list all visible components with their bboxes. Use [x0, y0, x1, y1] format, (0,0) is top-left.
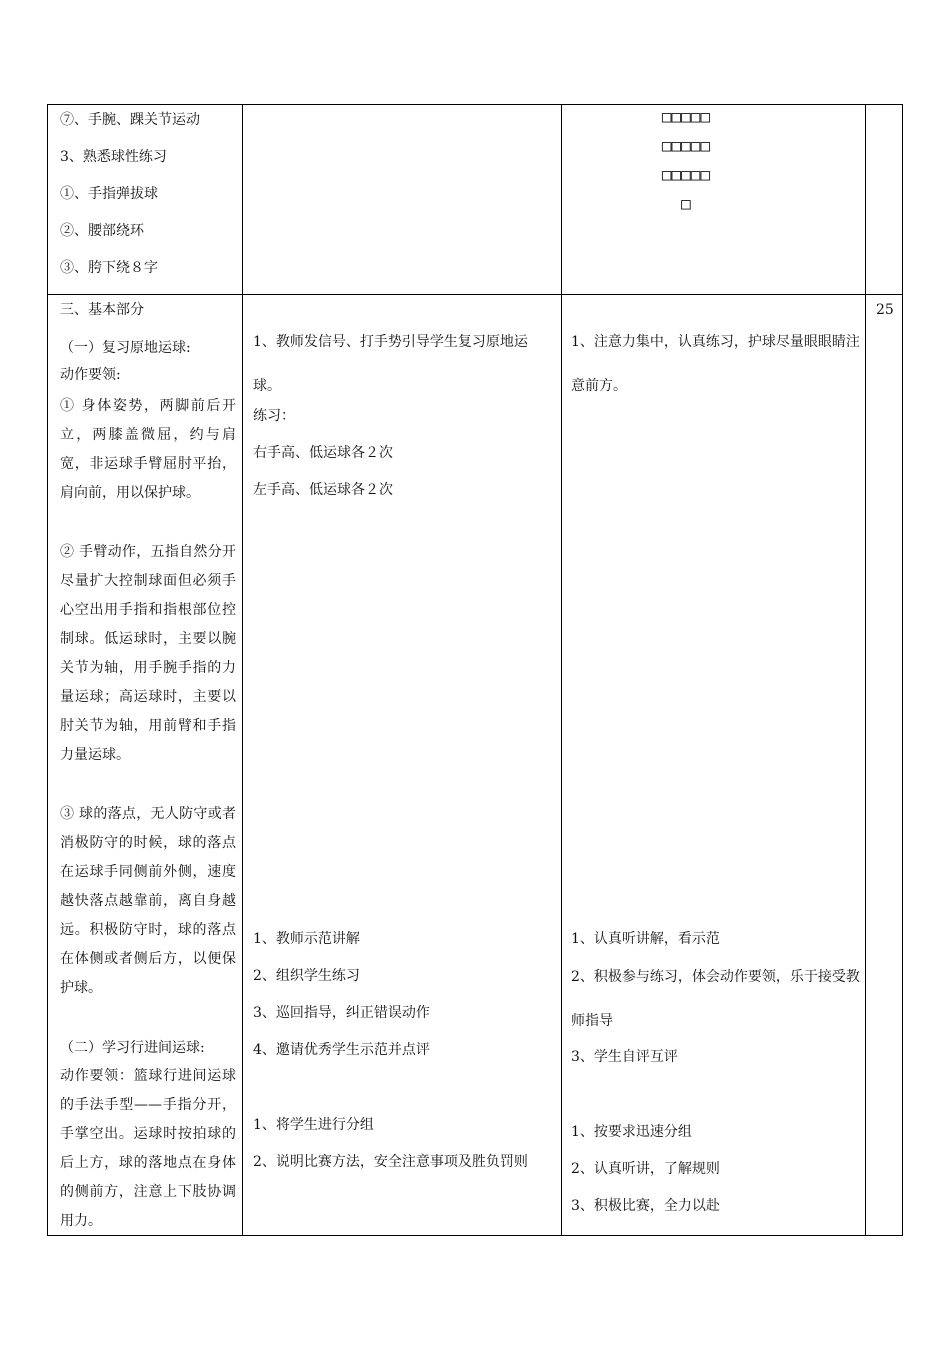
column-divider [242, 105, 243, 1235]
warmup-item: ③、胯下绕８字 [60, 260, 158, 276]
subsection-heading: （一）复习原地运球: [60, 340, 191, 356]
student-activity: 3、积极比赛，全力以赴 [571, 1198, 720, 1214]
student-activity: 2、认真听讲，了解规则 [571, 1161, 720, 1177]
key-point-arm: ② 手臂动作，五指自然分开尽量扩大控制球面但必须手心空出用手指和指根部位控制球。低运球时，主要以腕关节为轴，用手腕手指的力量运球；高运球时，主要以肘关节为轴，用前臂和手指力量运球。 [60, 544, 236, 763]
student-activity: 3、学生自评互评 [571, 1049, 678, 1065]
formation-row: □□□□□ [661, 165, 711, 184]
row-divider [48, 294, 902, 295]
student-activity: 1、注意力集中，认真练习，护球尽量眼眼睛注意前方。 [571, 334, 860, 394]
warmup-item: ②、腰部绕环 [60, 223, 144, 239]
teacher-activity: 1、教师示范讲解 [253, 931, 360, 947]
teacher-activity: 4、邀请优秀学生示范并点评 [253, 1042, 430, 1058]
time-minutes: 25 [876, 302, 894, 318]
teacher-activity: 3、巡回指导，纠正错误动作 [253, 1005, 430, 1021]
teacher-activity: 1、教师发信号、打手势引导学生复习原地运球。 [253, 334, 528, 394]
teacher-activity: 2、组织学生练习 [253, 968, 360, 984]
teacher-activity: 2、说明比赛方法，安全注意事项及胜负罚则 [253, 1154, 528, 1170]
student-activity: 1、按要求迅速分组 [571, 1124, 692, 1140]
section-heading: 三、基本部分 [60, 302, 144, 318]
teacher-activity: 1、将学生进行分组 [253, 1117, 374, 1133]
subsection-heading: （二）学习行进间运球: [60, 1040, 205, 1056]
student-activity: 1、认真听讲解，看示范 [571, 931, 720, 947]
warmup-item: ⑦、手腕、踝关节运动 [60, 112, 200, 128]
formation-row: □□□□□ [661, 107, 711, 126]
teacher-activity: 右手高、低运球各２次 [253, 445, 393, 461]
teacher-activity: 练习： [253, 408, 295, 424]
key-points-label: 动作要领: [60, 367, 121, 383]
warmup-item: 3、熟悉球性练习 [60, 149, 167, 165]
formation-row: □□□□□ [661, 136, 711, 155]
student-activity: 2、积极参与练习，体会动作要领，乐于接受教师指导 [571, 969, 860, 1029]
column-divider [561, 105, 562, 1235]
key-point-landing: ③ 球的落点，无人防守或者消极防守的时候，球的落点在运球手同侧前外侧，速度越快落点越靠前，离自身越远。积极防守时，球的落点在体侧或者侧后方，以便保护球。 [60, 806, 236, 996]
column-divider [865, 105, 866, 1235]
formation-row: □ [681, 194, 691, 213]
key-point-posture: ① 身体姿势，两脚前后开立，两膝盖微屈，约与肩宽，非运球手臂屈肘平抬，肩向前，用以保护球。 [60, 398, 236, 501]
key-point-moving-dribble: 动作要领：篮球行进间运球的手法手型——手指分开，手掌空出。运球时按拍球的后上方，球的落地点在身体的侧前方，注意上下肢协调用力。 [60, 1068, 236, 1229]
teacher-activity: 左手高、低运球各２次 [253, 482, 393, 498]
warmup-item: ①、手指弹拔球 [60, 186, 158, 202]
